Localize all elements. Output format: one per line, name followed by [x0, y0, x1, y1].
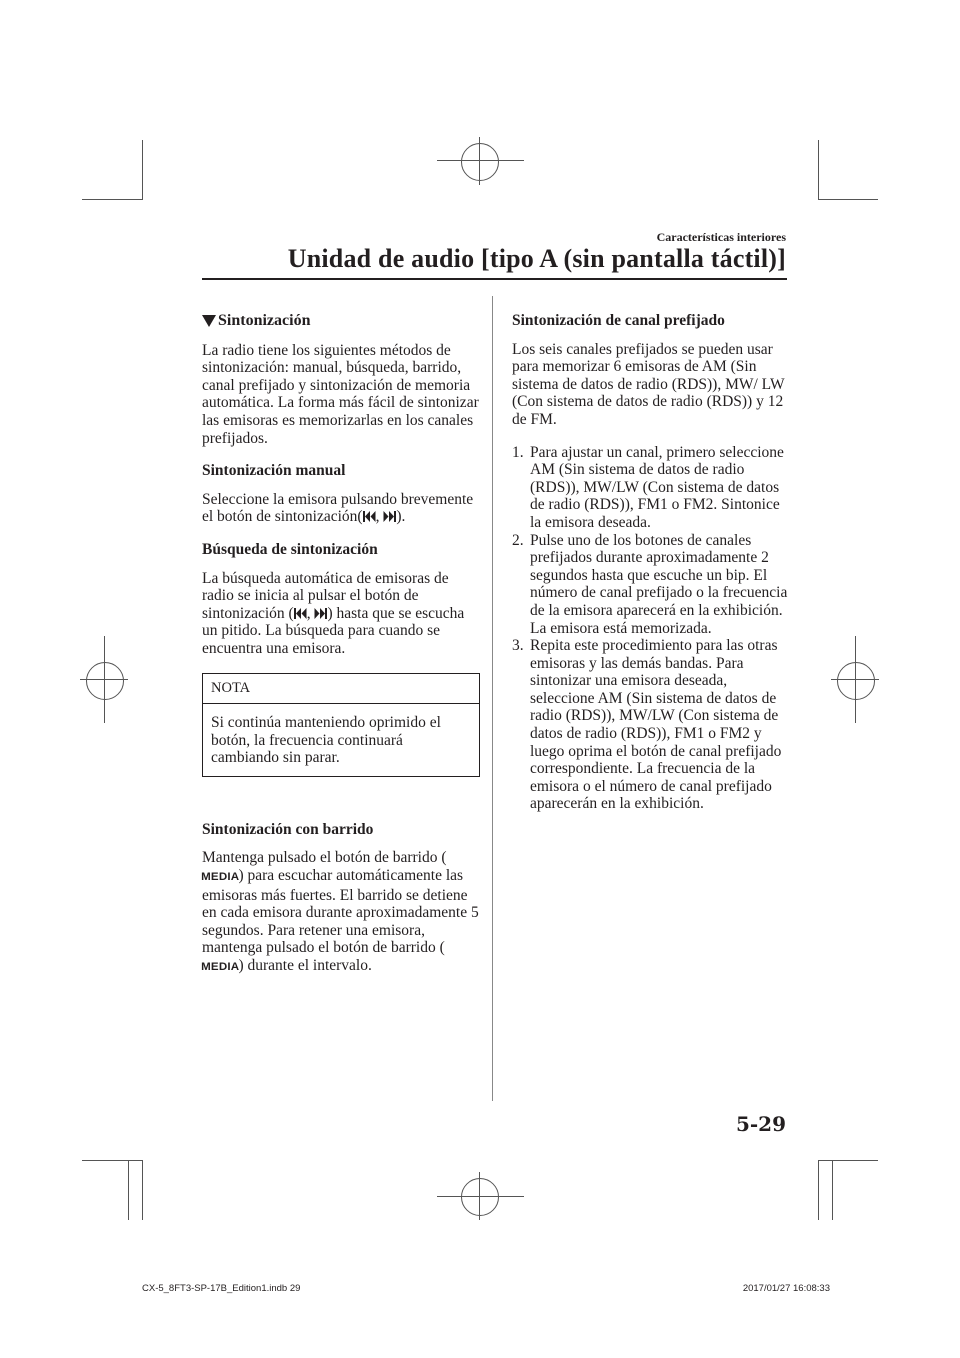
note-title: NOTA [203, 674, 479, 705]
section-heading: Sintonización [202, 312, 480, 330]
list-item: 3. Repita este procedimiento para las otras emisoras y las demás bandas. Para sintonizar una emisora deseada, seleccione AM (Sin sistema de datos de radio (RDS)), MW/LW (Con sistema de datos de radio (RDS)), FM1 o FM2 y luego oprima el botón de canal prefijado correspondiente. La frecuencia de la emisora o el número de canal prefijado aparecerán en la exhibición. [512, 637, 782, 813]
seek-back-icon [294, 608, 307, 619]
list-item: 1. Para ajustar un canal, primero seleccione AM (Sin sistema de datos de radio (RDS)), MW/LW (Con sistema de datos de radio (RDS)), FM1 o FM2. Sintonice la emisora deseada. [512, 443, 784, 531]
search-tuning-title: Búsqueda de sintonización [202, 540, 378, 558]
page-number: 5-29 [735, 1112, 786, 1136]
footer-timestamp: 2017/01/27 16:08:33 [742, 1283, 830, 1294]
seek-forward-icon [314, 608, 327, 619]
list-item: 2. Pulse uno de los botones de canales prefijados durante aproximadamente 2 segundos hasta que escuche un bip. El número de canal prefijado o la frecuencia de la emisora aparecerá en la exhibición. La emisora está memorizada. [512, 531, 788, 637]
manual-tuning-title: Sintonización manual [202, 462, 346, 480]
manual-tuning-text: Seleccione la emisora pulsando brevemente el botón de sintonización( , ). [202, 490, 474, 526]
note-box [202, 673, 480, 777]
note-text: Si continúa manteniendo oprimido el botón, la frecuencia continuará cambiando sin parar. [211, 714, 441, 767]
page-title: Unidad de audio [tipo A (sin pantalla táctil)] [287, 244, 786, 273]
scan-tuning-title: Sintonización con barrido [202, 820, 374, 838]
search-tuning-text: La búsqueda automática de emisoras de radio se inicia al pulsar el botón de sintonización ( , ) hasta que se escucha un pitido. La búsqueda para cuando se encuentra una emisora. [202, 569, 465, 657]
right-column [512, 312, 790, 813]
media-button-icon: MEDIA [201, 871, 240, 884]
left-column [202, 312, 480, 992]
section-label: Características interiores [656, 230, 786, 244]
intro-paragraph: La radio tiene los siguientes métodos de sintonización: manual, búsqueda, barrido, canal prefijado y sintonización de memoria automática. La forma más fácil de sintonizar las emisoras es memorizarlas en los canales prefijados. [202, 341, 479, 447]
column-divider [492, 296, 493, 1101]
preset-steps [512, 444, 790, 813]
media-button-icon: MEDIA [201, 961, 240, 974]
seek-back-icon [363, 511, 376, 522]
preset-tuning-title: Sintonización de canal prefijado [512, 312, 725, 329]
header-rule [202, 278, 787, 280]
seek-forward-icon [383, 511, 396, 522]
footer-filename: CX-5_8FT3-SP-17B_Edition1.indb 29 [142, 1283, 301, 1294]
down-triangle-icon [202, 315, 216, 327]
preset-intro: Los seis canales prefijados se pueden usar para memorizar 6 emisoras de AM (Sin sistema de datos de radio (RDS)), MW/ LW (Con sistema de datos de radio (RDS)) y 12 de FM. [512, 340, 785, 428]
scan-tuning-text: Mantenga pulsado el botón de barrido (MEDIA) para escuchar automáticamente las emisoras más fuertes. El barrido se detiene en cada emisora durante aproximadamente 5 segundos. Para retener una emisora, mantenga pulsado el botón de barrido (MEDIA) durante el intervalo. [202, 849, 480, 976]
